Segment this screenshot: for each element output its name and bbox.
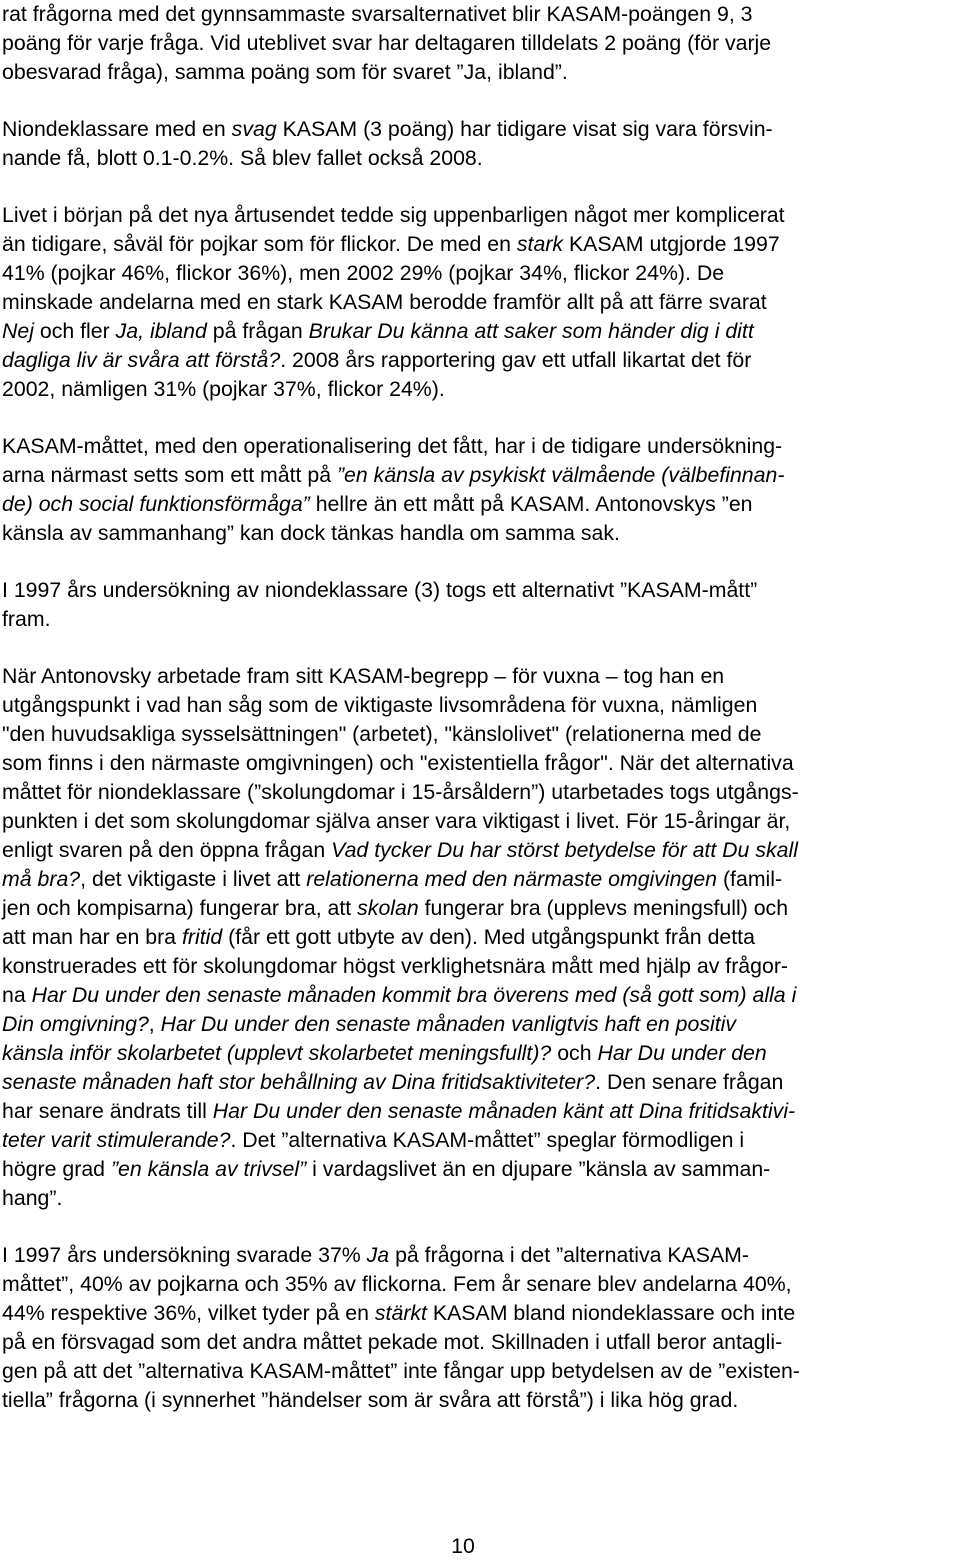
text-run: poäng för varje fråga. Vid uteblivet svar har deltagaren tilldelats 2 poäng (för varje xyxy=(2,31,772,55)
italic-text-run: Har Du under den xyxy=(597,1041,767,1065)
text-line xyxy=(2,0,952,29)
text-run: . Det ”alternativa KASAM-måttet” speglar förmodligen i xyxy=(230,1128,745,1152)
text-run: på frågan xyxy=(206,319,309,343)
text-run: 2002, nämligen 31% (pojkar 37%, flickor 24%). xyxy=(2,377,445,401)
text-run: utgångspunkt i vad han såg som de viktigaste livsområdena för vuxna, nämligen xyxy=(2,693,758,717)
text-line xyxy=(2,375,952,404)
text-line xyxy=(2,519,952,548)
italic-text-run: teter varit stimulerande? xyxy=(2,1128,231,1152)
italic-text-run: känsla inför skolarbetet (upplevt skolarbetet meningsfullt)? xyxy=(2,1041,552,1065)
text-run: och fler xyxy=(33,319,116,343)
text-line xyxy=(2,691,952,720)
text-line xyxy=(2,1039,952,1068)
text-run: na xyxy=(2,983,32,1007)
paragraph xyxy=(2,201,952,404)
text-line xyxy=(2,807,952,836)
italic-text-run: Ja, ibland xyxy=(115,319,207,343)
text-run: KASAM-måttet, med den operationalisering det fått, har i de tidigare undersökning- xyxy=(2,434,783,458)
text-run: känsla av sammanhang” kan dock tänkas handla om samma sak. xyxy=(2,521,620,545)
text-line xyxy=(2,288,952,317)
text-run: (får ett gott utbyte av den). Med utgångspunkt från detta xyxy=(222,925,755,949)
italic-text-run: stark xyxy=(516,232,564,256)
text-line xyxy=(2,749,952,778)
text-run: obesvarad fråga), samma poäng som för svaret ”Ja, ibland”. xyxy=(2,60,568,84)
text-run: enligt svaren på den öppna frågan xyxy=(2,838,332,862)
text-run: har senare ändrats till xyxy=(2,1099,213,1123)
italic-text-run: svag xyxy=(231,117,277,141)
text-run: . Den senare frågan xyxy=(595,1070,784,1094)
text-line xyxy=(2,865,952,894)
text-line xyxy=(2,952,952,981)
text-line xyxy=(2,201,952,230)
text-run: gen på att det ”alternativa KASAM-måttet” inte fångar upp betydelsen av de ”existen- xyxy=(2,1359,800,1383)
text-run: högre grad xyxy=(2,1157,111,1181)
text-run: och xyxy=(551,1041,598,1065)
italic-text-run: senaste månaden haft stor behållning av Dina fritidsaktiviteter? xyxy=(2,1070,596,1094)
text-line xyxy=(2,115,952,144)
italic-text-run: Har Du under den senaste månaden kommit bra överens med (så gott som) alla i xyxy=(31,983,797,1007)
text-run: När Antonovsky arbetade fram sitt KASAM-begrepp – för vuxna – tog han en xyxy=(2,664,725,688)
text-run: I 1997 års undersökning av niondeklassare (3) togs ett alternativt ”KASAM-mått” xyxy=(2,578,758,602)
paragraph xyxy=(2,576,952,634)
text-run: måttet för niondeklassare (”skolungdomar i 15-årsåldern”) utarbetades togs utgångs- xyxy=(2,780,799,804)
text-line xyxy=(2,461,952,490)
text-line xyxy=(2,1068,952,1097)
text-line xyxy=(2,1270,952,1299)
text-line xyxy=(2,58,952,87)
text-line xyxy=(2,1155,952,1184)
text-line xyxy=(2,144,952,173)
text-run: , det viktigaste i livet att xyxy=(80,867,307,891)
text-line xyxy=(2,1328,952,1357)
text-line xyxy=(2,981,952,1010)
italic-text-run: Vad tycker Du har störst betydelse för att Du skall xyxy=(331,838,798,862)
text-run: arna närmast setts som ett mått på xyxy=(2,463,337,487)
italic-text-run: dagliga liv är svåra att förstå? xyxy=(2,348,281,372)
text-run: på frågorna i det ”alternativa KASAM- xyxy=(389,1243,750,1267)
text-line xyxy=(2,259,952,288)
italic-text-run: Ja xyxy=(366,1243,390,1267)
italic-text-run: Brukar Du känna att saker som händer dig i ditt xyxy=(308,319,754,343)
text-line xyxy=(2,1241,952,1270)
text-line xyxy=(2,605,952,634)
text-line xyxy=(2,836,952,865)
text-line xyxy=(2,923,952,952)
text-run: tiella” frågorna (i synnerhet ”händelser som är svåra att förstå”) i lika hög grad. xyxy=(2,1388,739,1412)
text-run: rat frågorna med det gynnsammaste svarsalternativet blir KASAM-poängen 9, 3 xyxy=(2,2,753,26)
text-run: fungerar bra (upplevs meningsfull) och xyxy=(418,896,789,920)
paragraph xyxy=(2,1241,952,1415)
text-line xyxy=(2,230,952,259)
text-line xyxy=(2,346,952,375)
text-line xyxy=(2,29,952,58)
italic-text-run: Har Du under den senaste månaden vanligtvis haft en positiv xyxy=(160,1012,736,1036)
italic-text-run: stärkt xyxy=(374,1301,427,1325)
text-run: att man har en bra xyxy=(2,925,182,949)
text-line xyxy=(2,1184,952,1213)
italic-text-run: relationerna med den närmaste omgivingen xyxy=(306,867,718,891)
italic-text-run: Nej xyxy=(2,319,34,343)
text-line xyxy=(2,432,952,461)
text-line xyxy=(2,1299,952,1328)
text-line xyxy=(2,1126,952,1155)
paragraph xyxy=(2,662,952,1213)
text-run: hang”. xyxy=(2,1186,63,1210)
text-run: I 1997 års undersökning svarade 37% xyxy=(2,1243,367,1267)
text-run: . 2008 års rapportering gav ett utfall likartat det för xyxy=(280,348,752,372)
text-run: jen och kompisarna) fungerar bra, att xyxy=(2,896,358,920)
text-line xyxy=(2,894,952,923)
italic-text-run: ”en känsla av psykiskt välmående (välbefinnan- xyxy=(336,463,785,487)
text-run: som finns i den närmaste omgivningen) och "existentiella frågor". När det alternativa xyxy=(2,751,794,775)
text-run: KASAM (3 poäng) har tidigare visat sig vara försvin- xyxy=(276,117,773,141)
text-run: hellre än ett mått på KASAM. Antonovskys ”en xyxy=(309,492,753,516)
paragraph xyxy=(2,115,952,173)
text-run: punkten i det som skolungdomar själva anser vara viktigast i livet. För 15-åringar är, xyxy=(2,809,791,833)
text-line xyxy=(2,576,952,605)
text-run: "den huvudsakliga sysselsättningen" (arbetet), "känslolivet" (relationerna med de xyxy=(2,722,762,746)
text-run: nande få, blott 0.1-0.2%. Så blev fallet också 2008. xyxy=(2,146,483,170)
text-run: fram. xyxy=(2,607,51,631)
text-line xyxy=(2,662,952,691)
paragraph xyxy=(2,432,952,548)
text-line xyxy=(2,1386,952,1415)
text-line xyxy=(2,1357,952,1386)
text-line xyxy=(2,778,952,807)
paragraph xyxy=(2,0,952,87)
text-line xyxy=(2,720,952,749)
text-run: i vardagslivet än en djupare ”känsla av samman- xyxy=(306,1157,771,1181)
text-run: på en försvagad som det andra måttet pekade mot. Skillnaden i utfall beror antagli- xyxy=(2,1330,783,1354)
text-run: Livet i början på det nya årtusendet tedde sig uppenbarligen något mer komplicerat xyxy=(2,203,785,227)
text-run: KASAM bland niondeklassare och inte xyxy=(426,1301,796,1325)
text-run: (famil- xyxy=(717,867,783,891)
text-run: KASAM utgjorde 1997 xyxy=(563,232,780,256)
italic-text-run: ”en känsla av trivsel” xyxy=(110,1157,307,1181)
text-run: måttet”, 40% av pojkarna och 35% av flickorna. Fem år senare blev andelarna 40%, xyxy=(2,1272,792,1296)
italic-text-run: Har Du under den senaste månaden känt att Dina fritidsaktivi- xyxy=(212,1099,796,1123)
italic-text-run: skolan xyxy=(357,896,419,920)
text-line xyxy=(2,490,952,519)
text-run: minskade andelarna med en stark KASAM berodde framför allt på att färre svarat xyxy=(2,290,767,314)
italic-text-run: Din omgivning? xyxy=(2,1012,149,1036)
text-run: än tidigare, såväl för pojkar som för flickor. De med en xyxy=(2,232,517,256)
body-text xyxy=(2,0,952,1443)
text-run: 41% (pojkar 46%, flickor 36%), men 2002 29% (pojkar 34%, flickor 24%). De xyxy=(2,261,725,285)
text-line xyxy=(2,1097,952,1126)
text-run: Niondeklassare med en xyxy=(2,117,232,141)
text-run: konstruerades ett för skolungdomar högst verklighetsnära mått med hjälp av frågor- xyxy=(2,954,789,978)
italic-text-run: må bra? xyxy=(2,867,81,891)
text-run: , xyxy=(148,1012,161,1036)
text-line xyxy=(2,1010,952,1039)
page-number: 10 xyxy=(451,1534,475,1558)
italic-text-run: de) och social funktionsförmåga” xyxy=(2,492,310,516)
text-line xyxy=(2,317,952,346)
italic-text-run: fritid xyxy=(181,925,223,949)
text-run: 44% respektive 36%, vilket tyder på en xyxy=(2,1301,375,1325)
